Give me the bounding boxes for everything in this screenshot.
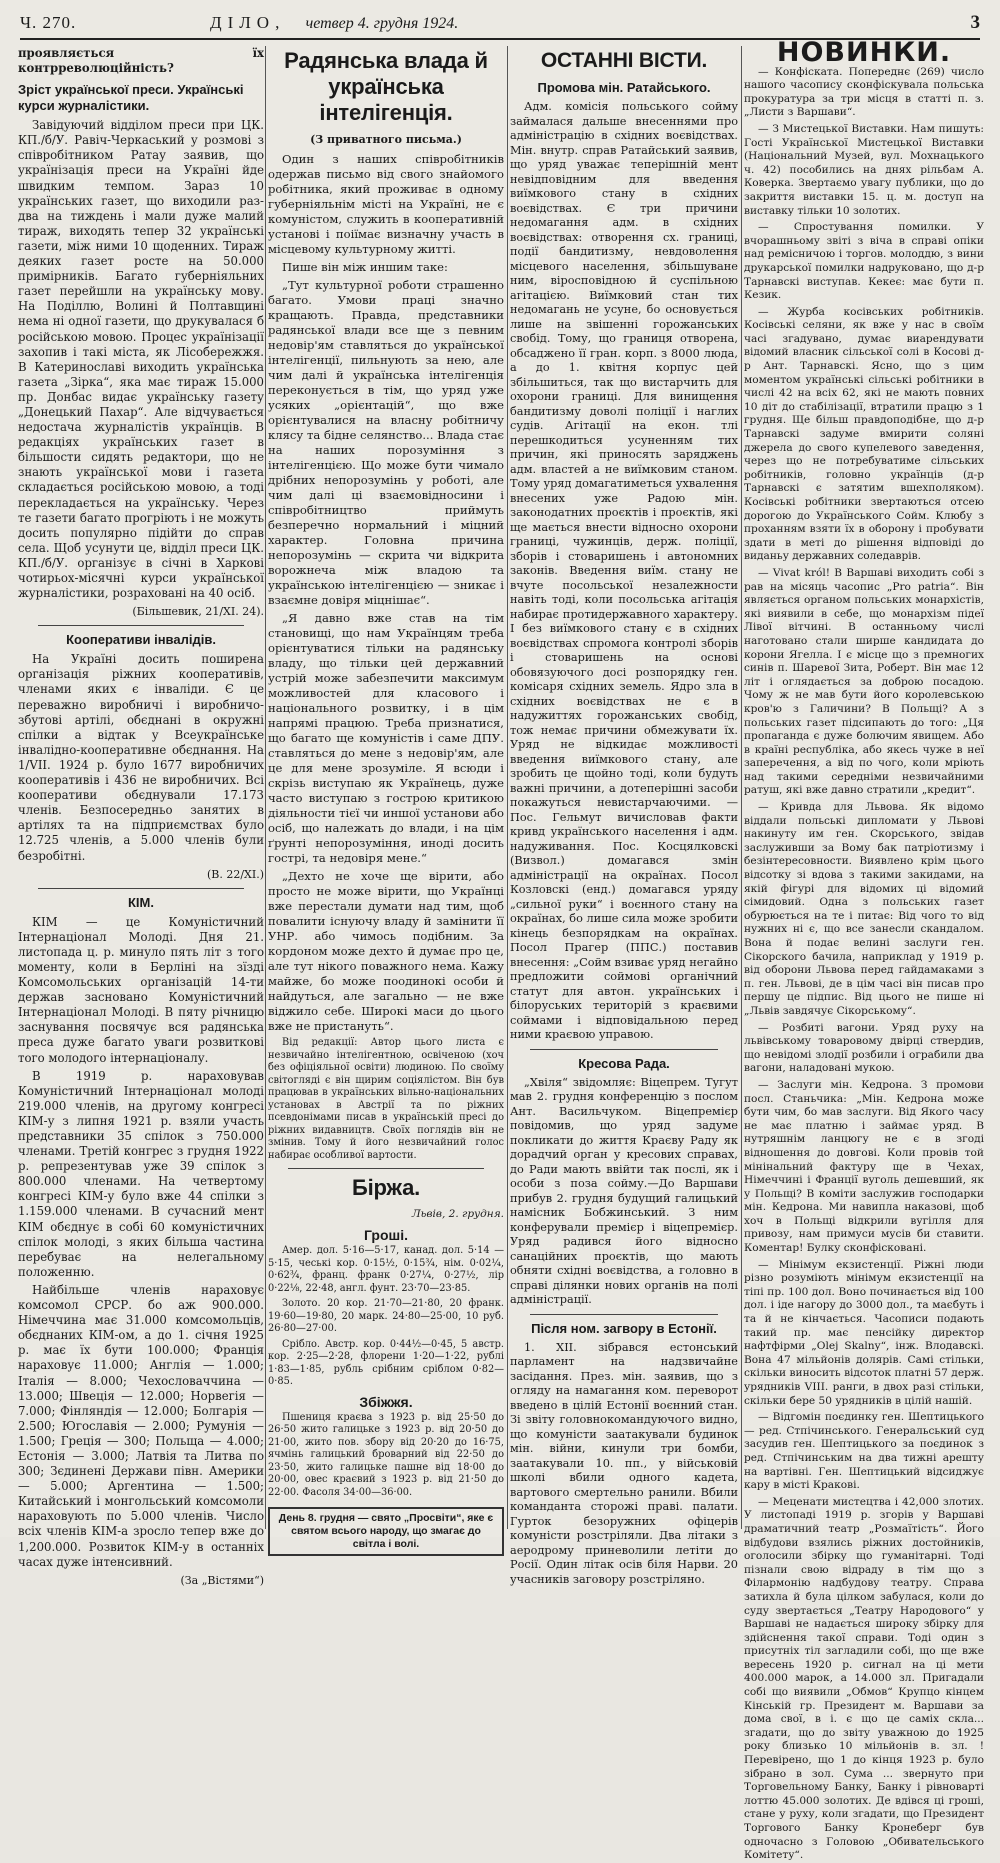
article-subtitle: (З приватного письма.) [310, 133, 462, 146]
newspaper-name: ДІЛО, [210, 13, 286, 32]
article-paragraph: Один з наших співробітників одержав письмо від свого знайомого робітника, який проживає в одному губерніяльнім місті на Україні, не є комуністом, служить в кооперативній установі і поіїмає визначну участь в місцевому культурному житті. [268, 152, 504, 256]
article-continuation: проявляється їх контрреволюційність? [18, 46, 264, 76]
column-4 [744, 37, 984, 1862]
article-paragraph: Адм. комісія польського сойму займалася дальше внесеннями про адміністрацію в східних воєвідствах. Мін. внутр. справ Ратайський заявив, що уряд уважає теперішній мент невідповідним для введення виїмкового стану в східних воєвідствах. Є три причини недомагання адм. в східних воєвідствах: отворення сх. границі, події бандитизму, невдоволення місцевого населення, збільшуване ним, віросповідною й суспільною агітацією. Виїмковий стан тих недомагань не усуне, бо основується лише на звішенні горожанських свобід. Тому, що границя отворена, обсаджено її гран. корп. з 8000 люда, а до 1. квітня корпус цей збільшиться, так що вистарчить для охорони границі. Для винищення бандитизму доволі поліції і наглих судів. Агітації на екон. тлі перешкодиться усуненням тих причин, які приносять заряджень адм. властей а не виїмковим станом. Тому уряд домагатиметься ухвалення внесених уже Радою мін. законодатних проєктів і проєктів, які ще мається внести відносно охорони границі, чужинців, держ. поліції, зборів і стоваришень і автономних законів. Введення виїм. стану не вчуте посольської незалежности навіть тоді, коли посольська агітація набирає протидержавного характеру. І без виїмкового стану є в східних воєвідствах спромога контролі зборів і стоваришень на основі обовязуючого досі розпорядку ген. комісаря східних земель. Ядро зла в східних воєвідствах не є в надужиттях горожанських свобід, тож немає причини обмежувати їх. Уряд не відкидає можливості введення виїмкового стану, але зробить це щойно тоді, коли будуть важні причини, а дотеперішні засоби покажуться невистарчаючими. — Пос. Гельмут вичисловав факти кривд українського населення і адм. надуживання. Пос. Косцялковскі (Визвол.) домагався змін адміністрації на окраїнах. Посол Козловскі (енд.) домагався уряду „сильної руки“ і воєнного стану на окраїнах, бо лише сила може зробити кінець безпорядкам на окраїнах. Посол Прагер (ППС.) поставив внесення: „Сойм взиває уряд негайно предложити соймові органічний статут для автон. українських і білоруських територій з краєвими соймами і відповідальною перед ними краєвою управою. [510, 100, 738, 1041]
prosvita-notice: День 8. грудня — свято „Просвіти“, яке є святом всього народу, що змагає до світла і волі. [268, 1507, 504, 1556]
article-source: (В. 22/XI.) [206, 867, 264, 881]
article-paragraph: „Я давно вже став на тім становищі, що нам Українцям треба орієнтуватися тільки на радянську владу, що тільки цей державний устрій може забезпечити максимум можливостей для класового і національного розвитку, і в цім напрямі працюю. Треба признатися, що багато ще комуністів і саме ДПУ. ставляться до мене з недовір'ям, але це для мене зрозуміле. Я всюди і скрізь виступаю як Українець, дуже часто виступаю з гострою критикою діяльности тієї чи иншої установи або осіб, що належать до влади, і на цім ґрунті непорозуміння, иноді досить гострі, та недовіря мене.“ [268, 611, 504, 865]
article-paragraph: На Україні досить поширена організація ріжних кооперативів, членами яких є інваліди. Є це переважно виробничі і виробничо-збутові артілі, обєднані в окружні спілки а відтак у Всеукраїнське інвалідно-кооперативне обєднання. На 1/VII. 1924 р. було 1677 виробничих кооперативів і 436 не виробничих. Всі кооперативи обєднували 17.173 членів. Безпосередньо занятих в артілях та на підприємствах було 12.725 членів, а 5.000 членів були безробітні. [18, 652, 264, 863]
article-title-soviet-power: Радянська влада й українська інтелігенція. [284, 48, 488, 125]
divider [38, 625, 244, 626]
news-item: — Відгомін поєдинку ген. Шептицького — ред. Стпічинського. Генеральський суд засудив ген. Шептицького за поєдинок з ред. Стпічинським на два тижні арешту на вартівні. Ген. Шептицький відсиджує кару в місті Кракові. [744, 1411, 984, 1492]
news-item: — Кривда для Львова. Як відомо віддали польські дипломати у Львові накинуту им ген. Скорського, звідав заслуживши за Вому бак патріотизму і безінтересовности. Виявлено крім цього відсотку зі вдова з такими закидами, на якій фігурі для відомих ці відомий сімидовий. Одна з польських газет обурюється на те і питає: Від чого то від нужних ні є, що все занесли скандалом. Вона й подає велині заслуги ген. Сікорского бачила, наприклад у 1919 р. від оборони Львова перед гайдамаками з п. ген. Львові, де в цім часі він писав про першу це підпис. Від цього не пише ні „Львів завдячує Сікорському“. [744, 801, 984, 1017]
gold-rates: Золото. 20 кор. 21·70—21·80, 20 франк. 19·60—19·80, 20 марк. 24·80—25·00, 10 руб. 26·80—27·00. [268, 1298, 504, 1334]
divider [530, 1314, 718, 1315]
news-item: — Спростування помилки. У вчорашньому звіті з віча в справі опіки над ремісничою і торгов. молоддю, з вини друкарської помилки надруковано, що д-р Тарнавскі виступав. Кекеє: має бути п. Кезик. [744, 221, 984, 302]
article-paragraph: Завідуючий відділом преси при ЦК. КП./б/У. Равіч-Черкаський у розмові з співробітником Ратау заявив, що українізація преси на Україні йде швидким темпом. Зараз 10 українських газет, що виходили раз-два на тиждень і мали дуже малий тираж, виходять тепер 32 українські газети, між ними 10 щоденних. Тираж деяких газет росте на 50.000 примірників. Багато губерніяльних газет перейшли на українську мову. На Поділлю, Волині й Полтавщині нема ні одної газети, що друкувалася б російською мовою. Процес українізації захопив і такі міста, як Лісобережжя. В Катеринославі виходить українська газета „Зірка“, яка має тираж 15.000 пр. Донбас видає українську газету „Донецький Пахар“. Але відчувається недостача журналістів українців. В редакціях українських газет в більшости сидять редактори, що не знають української мови і газета складається російською мовою, а тоді перекладається на українську. Через те газети багато прогріють і не можуть досить популярно підійти до справ села. Щоб усунути це, відділ преси ЦК. КП./б/У. організує в січні в Харкові чотирьох-місячні курси української журналістики, розраховані на 40 осіб. [18, 118, 264, 601]
news-item: — Vivat król! В Варшаві виходить собі з рав на місяць часопис „Pro patria“. Він являється органом польських монархістів, які виявили в себе, що монархізм підеї Лівої вітчині. В останньому числі наготовано стали ширше кандидата до корони Ягелла. І є місце що з премногих синів п. Шаревої Зита, Роберт. Він має 12 літ і оглядається за доброю посадою. Чому ж не мав бути його королевською кров'ю з Галичини? В Польщі? А з польських газет підсипають до того: „Ця пропаганда є дуже болючим явищем. Або в країні республіка, або якесь чуже в неї заперечення, а від по чого, коли мріють над такими середніми незвичайними ратуш, які вже давно стратили „кредит“. [744, 566, 984, 797]
article-source: (За „Вістями“) [180, 1573, 264, 1587]
column-3 [510, 46, 738, 1586]
article-paragraph: Пише він між иншим таке: [282, 260, 448, 274]
currency-rates: Амер. дол. 5·16—5·17, канад. дол. 5·14 — 5·15, чеські кор. 0·15½, 0·15¾, нім. 0·02¼, 0·62¾, франц. франк 0·27¼, 0·27½, лір 0·22⅛, 22·48, англ. фунт. 23·70—23·85. [268, 1245, 504, 1294]
divider [38, 888, 244, 889]
divider [288, 1168, 484, 1169]
article-heading-cooperatives: Кооперативи інвалідів. [66, 632, 216, 648]
issue-date: четвер 4. грудня 1924. [305, 15, 459, 32]
exchange-date: Львів, 2. грудня. [411, 1208, 504, 1220]
news-item: — Мінімум екзистенції. Ріжні люди різно розуміють мінімум екзистенції на тіпі пр. 100 дол. Воно починається від 100 дол. і іде нагору до 3000 дол., та маєбуть і та й не кінчається. Часописи подають такий пр. має пенсійку директор нафтфірми „Olej Skalny“, інж. Влодавскі. Вона 47 мільйонів долярів. Самі стільки, скільки виносить відсоток платні 57 держ. урядників VIII. ранги, в двох разі стільки, скільки бере 50 урядників в цілій нашій. [744, 1258, 984, 1407]
section-title-latest-news: ОСТАННІ ВІСТИ. [540, 49, 708, 72]
news-item: — Конфіската. Попереднє (269) число нашого часопису сконфіскувала польська прокуратура за три місця в статті п. з. „Листи з Варшави“. [744, 65, 984, 119]
news-item: — З Мистецької Виставки. Нам пишуть: Гості Української Мистецької Виставки (Національний Музей, вул. Мохнацького ч. 42) пособились на днях рільбам А. Коверка. Звертаємо увагу публики, що до закриття виставки 15. ц. м. доступ на виставку тільки 10 золотих. [744, 122, 984, 217]
column-1 [18, 46, 264, 1587]
divider [530, 1049, 718, 1050]
article-heading-kim: КІМ. [128, 894, 154, 910]
grain-heading: Збіжжя. [359, 1393, 413, 1410]
column-divider [507, 46, 508, 1529]
article-heading-press: Зріст української преси. Українські курси журналістики. [18, 82, 244, 114]
column-divider [741, 46, 742, 1529]
column-divider [265, 46, 266, 1529]
column-2 [268, 46, 504, 1550]
masthead [20, 8, 980, 40]
article-source: (Більшевик, 21/XI. 24). [132, 605, 264, 619]
article-paragraph: „Тут культурної роботи страшенно багато. Умови праці значно кращають. Правда, представники радянської влади все ще з певним недовір'ям ставляться до української інтелігенції, пильнують за нею, але чим далі й українська інтелігенція переконується в тім, що уряд уже усяких „орієнтацій“, що вже орієнтувалися на власну робітничу клясу та бідне селянство... Влада стає на наших порозуміння з інтелігенцією. Що може бути чимало дрібних непорозумінь у роботі, але чим далі ці взаємовідносини і співробітництво приймуть безперечно нормальний і міцний характер. Головна причина непорозумінь — скрита чи відкрита ворожнеча між владою та українською інтелігенцією — зникає і взаємне довіря міцнішає“. [268, 278, 504, 607]
article-paragraph: В 1919 р. нараховував Комуністичний Інтернаціонал молоді 219.000 членів, на другому конгресі КІМ-у з липня 1921 р. взяли участь представники 35 спілок з 750.000 членами. Третій конгрес з грудня 1922 р. репрезентував уже 39 спілок з 800.000 членами. На четвертому конгресі КІМ-у було вже 44 спілки з 1.159.000 членами. В сучасний мент КІМ обєднує в собі 60 комуністичних спілок молоді, з яких більша частина перебуває на нелегальному положенню. [18, 1068, 264, 1279]
news-item: — Меценати мистецтва і 42,000 злотих. У листопаді 1919 р. згорів у Варшаві драматичний театр „Розмаїтість“. Його відбудови взялись ріжних достойників, оголосили збірку що гуманітарні. Тоді пізнали свою відраду в тім що з Філармонію надбудову театру. Справа затихла й була цілком забулася, коли до суду звертається „Театру Народового“ у Варшаві не надається широку збірку для здійснення такої справи. Тоді один з присутніх тіл загладили собі, що ще вже вересень 1920 р. сигнал на ці мети 400.000 марок, а 14.000 зл. Пригадали собі що виявили „Обмов“ Крупцо кінцем Кінській гр. Президент м. Варшави за дома свої, в і. є що це саміх скла... згадати, що до звіту уважною до 1925 року близько 10 мільйонів в. зл. ! Перевірено, що 1 до кінця 1923 р. було зібрано в зол. Сума ... звернуто при Торговельному Банку, Банку і рівноварті лоттю 45.000 золотих. Де вдівся ці гроші, стане у руху, коли згадати, що Президент Торгового Банку Кронеберг був одночасно з Головою „Обивательського Комітету“. [744, 1495, 984, 1862]
page-number: 3 [970, 12, 980, 33]
news-item: — Заслуги мін. Кедрона. З промови посл. Станьчика: „Мін. Кедрона може бути чим, бо мав заслуги. Від Якого часу не має платню і займає уряд. В нутряшнім ланцюгу не є в згоді відношення до довгові. Коли провів той мінінальний фактуру ще в Чехах, Німеччині і Франції вуголь дешевший, як у Польщі? В коміти заслужив господарки мін. Кедрона. Ми навипла наказові, щоб хоч в Польщі відкрили вугілля для привозу, нам примуси мусів би ставити. Коментар! Булку сконфісковані. [744, 1078, 984, 1255]
article-paragraph: КІМ — це Комуністичний Інтернаціонал Молоді. Дня 21. листопада ц. р. минуло пять літ з того моменту, коли в Берліні на зїзді Комсомольських організацій 14-ти держав засновано Комуністичний Інтернаціонал Молоді. В пяту річницю заснування посвячує вся радянська преса дуже багато уваги розвиткові того молодого інтернаціоналу. [18, 914, 264, 1065]
article-heading-estonia: Після ном. загвору в Естонії. [531, 1320, 717, 1336]
editorial-note: Від редакції: Автор цього листа є незвичайно інтелігентною, освіченою (хоч без офіціяльної освіти) людиною. По своїму світогляді є він щирим соціялістом. Він був працював в українських вільно-національних установах в Австрії та по ріжних псевдонімами писав в українській пресі до ріжних видавництв. Своїх поглядів він не змінив. Тому й його незвичайний голос набирає особливої вартости. [268, 1037, 504, 1161]
article-heading-ratajski: Промова мін. Ратайського. [537, 80, 711, 95]
article-paragraph: 1. XII. зібрався естонський парламент на надзвичайне засідання. През. мін. заявив, що з огляду на намагання ком. переворот введено в цілій Естонії воєнний стан. Зі звіту головнокомандуючого видно, що комуністи заатакували будинок мін. війни, кинули три бомби, заатакували 10. пп., у військовій школі вбили одного кадета, вартового смертельно ранили. Вбили команданта сторожі праві. палати. Гурток безоружних офіцерів комуністи розстріляли. Два літаки з аеродрому приневолили летіти до Росії. Один літак осів біля Нарви. 20 учасників заговору розстріляно. [510, 1340, 738, 1586]
news-item: — Розбиті вагони. Уряд руху на львівському товаровому двірці ствердив, що невідомі злодії розбили і ограбили два вагони, наладовані мукою. [744, 1021, 984, 1075]
article-paragraph: „Дехто не хоче ще вірити, або просто не може вірити, що Українці вже перестали думати над тим, щоб повалити існуючу владу й замінити її УНР. або чимось подібним. За кордоном може дехто й думає про це, але тут нікого поважного нема. Кажу майже, бо може поодинокі особи й найдуться, але загально — не вже віджило себе. Широкі маси до цього вже не пристануть“. [268, 869, 504, 1033]
currency-heading: Гроші. [364, 1227, 408, 1243]
exchange-title: Біржа. [351, 1175, 421, 1200]
silver-rates: Срібло. Австр. кор. 0·44½—0·45, 5 австр. кор. 2·25—2·28, флорени 1·20—1·22, рублі 1·83—1·85, рубль срібним сріблом 0·82—0·85. [268, 1338, 504, 1387]
masthead-title [210, 13, 940, 33]
article-paragraph: „Хвіля“ звідомляє: Віцепрем. Тугут мав 2. грудня конференцію з послом Ант. Васильчуком. Віцепремієр повідомив, що уряд задуме покликати до життя Краєву Раду як дорадчий орган у кресових справах, до Ради мають ввійти так послі, як і особи з поза сойму.—До Варшави прибув 2. грудня будущий галицький намісник Бобжинський. З ним конферували премієр і віцепремієр. Уряд радився його відносно санаційних проєктів, що мають обняти східні воєвідства, а головно в справі ділянки нових органів на полі адміністрації. [510, 1075, 738, 1306]
article-paragraph: Найбільше членів нараховує комсомол СРСР. бо аж 900.000. Німеччина має 31.000 комсомольців, обєднаних КІМ-ом, а до 1. січня 1925 р. має їх бути 100.000; Франція нараховує 11.000; Англія — 1.000; Італія — 8.000; Чехословаччина — 13.000; Швеція — 12.000; Норвегія — 7.000; Фінляндія — 12.000; Болгарія — 2.500; Югославія — 2.000; Румунія — 1.500; Греція — 300; Польща — 4.000; Естонія — 3.000; Латвія та Литва по 300; Зєдинені Держави півн. Америки — 5.000; Аргентина — 1.500; Китайський і монгольський комсомоли нараховують по 5.000 членів. Число всіх членів КІМ-а зросло тепер вже до 1,200.000. Розвиток КІМ-у в останніх часах дуже інтенсивний. [18, 1282, 264, 1569]
section-title-news: НОВИНКИ. [776, 37, 952, 68]
news-item: — Журба косівських робітників. Косівські селяни, як вже у нас в своїм часі згадувано, думає виарендувати відомий власник сільської солі в Косові д-р Ант. Тарнавскі. Ясно, що з цим моментом українські сільські робітники в числі 42 на всіх 62, які не мають повних 10 діт до стабілізації, втратили працю з 1 грудня. Ще більш правдоподібне, що д-р Тарнавскі задуме вмирити соляні джерела до свого купелевого заведення, через що не потребуватиме сільських робітників, головно українців (д-р Тарнавскі є затятим вшехполяком). Косівські робітники звертаються отсею дорогою до Українського Сойм. Клюбу з проханням взяти їх в оборону і пробувати здати в меті до рішення відповіді до виданьу державних соледаврів. [744, 305, 984, 563]
article-heading-kresova-rada: Кресова Рада. [578, 1055, 670, 1071]
grain-prices: Пшениця краєва з 1923 р. від 25·50 до 26·50 жито галицьке з 1923 р. від 20·50 до 21·00, жито пов. збору від 20·20 до 16·75, ячмінь галицький броварний від 22·50 до 23·50, жито галицьке пашне від 18·00 до 20·00, овес краєвий з 1923 р. від 21·50 до 22·00. Фасоля 34·00—36·00. [268, 1411, 504, 1498]
issue-number: Ч. 270. [20, 13, 77, 32]
